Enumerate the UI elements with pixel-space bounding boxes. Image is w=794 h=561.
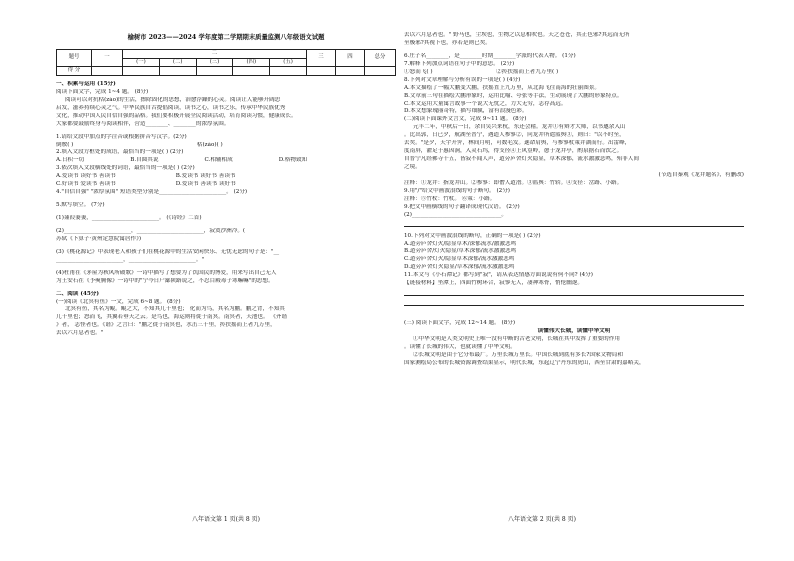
- page-one: [56, 0, 396, 561]
- section-two-part-two: (二)阅读下面课外文言文，完成 9~11 题。 (8分): [404, 116, 527, 123]
- passage-line: 国家测绘局公布的长城资源调查结果显示，明代长城，东起辽宁丹东的虎山，西至甘肃的嘉峪关，: [404, 359, 645, 366]
- score-header: 题号: [57, 49, 92, 66]
- passage-line: 自普宁凡经佛寺十五，皆寂不闻人声，道旁庐舍灯火隐显，草木深郁，流水激激悲鸣，殆非人间: [404, 156, 639, 163]
- score-col-3: 三: [307, 49, 336, 66]
- passage-line: 度南屏，濯足于惠因涧，入灵石坞，得支径④上风篁岭，憩于龙井亭，酌泉据石而饮之。: [404, 148, 623, 155]
- question-3-options-cd: [56, 181, 396, 189]
- passage-line: 元丰二年，中秋后一日，余自吴兴来杭，东还会稽。龙井①有辩才大师，以书邀余入山: [412, 124, 626, 131]
- option-c[interactable]: C.好读书 爱读书 善读书: [56, 181, 116, 188]
- question-5-2: (2)________________________，________________________，寂寞沙洲冷。(: [56, 227, 246, 234]
- score-col-total: 总分: [365, 49, 396, 66]
- question-7-answers: [404, 69, 744, 77]
- answer-blank[interactable]: 倒敷( ): [56, 141, 74, 148]
- question-5-4-cont: 为王安石在《予奭腾像》一诗中的"宁今日尸鄙陕路说之，不忍目殿毒子寒嘛嘛"的思想。: [56, 277, 274, 284]
- passage-line: 文化，推动中国人民自信自强的品格。我们要积极开展全民阅读活动，培育阅读习惯，健康成长。: [56, 112, 297, 119]
- option-c[interactable]: C.本文运用大量寓言故事一个说大无忧之，力大无穷，志存高远。: [404, 100, 567, 107]
- score-col-2: 二: [123, 49, 307, 58]
- answer-blank[interactable]: ①怒而飞( ): [404, 68, 433, 75]
- option-b[interactable]: B.文章前三句在描绘大鹏形象时，运用比喻、夸张等手法，生动展现了大鹏的形象特点。: [404, 92, 623, 99]
- score-cell[interactable]: [196, 67, 233, 76]
- question-9b-answer[interactable]: (2)________________________________。: [404, 211, 508, 218]
- score-cell[interactable]: [123, 67, 160, 76]
- passage-line: 启发，滋养持续心灵之气。中华民族自古提倡阅读，读书之心，读书之乐，传承中华民族优秀: [56, 104, 286, 111]
- section-one-intro: 阅读下面文字，完成 1~4 题。 (8分): [56, 88, 149, 95]
- option-d[interactable]: D.格物致知: [278, 157, 308, 164]
- passage-line: 去以六月息者也。" 野马也，尘埃也，生物之以息相吹也。天之苍苍，其正色邪?其远而无所: [404, 32, 630, 38]
- question-7: 7.解释下列加点词语在句子中的意思。 (2分): [404, 60, 515, 67]
- passage-notes: 注释：①龙井：指龙井山。②参寥：即僧人道潜。③篮舆：竹轿。④支径：岔路、小路。: [404, 179, 623, 186]
- passage-line: 去以六月息者也。": [56, 330, 104, 337]
- option-a[interactable]: A.爱读书 读好书 善读书: [56, 173, 116, 180]
- page-footer: 八年语文第 2 页(共 8 页): [508, 516, 576, 524]
- divider: [404, 226, 744, 227]
- question-5-1: (1)蒹葭萋萋，________________________。 (《诗经》二首): [56, 215, 202, 222]
- page-footer: 八年语文第 1 页(共 8 页): [192, 516, 260, 524]
- score-cell[interactable]: [92, 67, 123, 76]
- passage-line: ①中华文明是人类文明史上唯一没有中断的古老文明，长城在其中发挥了重要的作用: [412, 336, 620, 342]
- option-b[interactable]: B.自圆其说: [130, 157, 159, 164]
- passage-source: (节选自秦观《龙井题名》，有删改): [658, 171, 744, 178]
- question-1-answers: [56, 142, 396, 150]
- section-two-sub: (一)阅读《北冥有鱼》一文，完成 6~8 题。 (8分): [56, 298, 181, 305]
- passage-line: 大家都要鼓励终身与阅读相伴，营造________、________的浓厚氛围。: [56, 120, 230, 127]
- option-b[interactable]: B.道旁庐舍/灯火隐显/草木深郁/流水激激悲鸣: [404, 248, 517, 255]
- passage-line: 北冥有鱼，其名为鲲。鲲之大，不知其几千里也； 化而为鸟，其名为鹏。鹏之背，不知其: [64, 306, 285, 313]
- question-6: 6.庄子名________，是________时期________学派的代表人物。 (1分): [404, 52, 576, 59]
- passage-line: 阅读可以对抗枯(zào)的生活，擦除固化的思想，治愈浮躁的心灵。阅读让人能够开阔思: [64, 96, 281, 103]
- score-cell[interactable]: [307, 67, 336, 76]
- score-sub-4: (四): [233, 58, 270, 67]
- question-3-options-ab: [56, 173, 396, 181]
- question-2: 2.填入文段方框处的成语，最恰当的一项是( ) (2分): [56, 149, 184, 156]
- question-11: 11.本文与《小石潭记》都写到"寂"，请从表达情感方面说说有何不同? (4分): [404, 272, 593, 279]
- option-d[interactable]: D.爱读书 善读书 读好书: [175, 181, 236, 188]
- score-col-1: 一: [92, 49, 123, 66]
- answer-blank[interactable]: 枯(zào)( ): [196, 141, 223, 148]
- question-9: 9.用"/"给文中画波浪线的句子断句。 (2分): [404, 187, 510, 194]
- question-10: 10.下列对文中画波浪线的断句，正确的一项是( ) (2分): [404, 232, 541, 239]
- passage-line: 。读懂了长城的伟大，也就读懂了中华文明。: [404, 343, 516, 350]
- option-a[interactable]: A.道旁庐舍灯火/隐显草木/深郁流水/激激悲鸣: [404, 240, 517, 247]
- question-9-notes: 注释：⑤竹杖：竹杖。 ⑥策：小路。: [404, 195, 496, 202]
- question-2-options: [56, 157, 396, 165]
- question-5-4: (4)杜甫在《茅屋为秋风所破歌》一诗中描写了想要为了饥国民的博爱，用来写出自己无人: [56, 269, 277, 276]
- question-5: 5.默写填空。 (7分): [56, 202, 105, 209]
- option-d[interactable]: D.本文想象瑰丽奇特，描写细腻，富有浪漫色彩。: [404, 108, 528, 115]
- option-b[interactable]: B.爱读书 读好书 善读书: [175, 173, 236, 180]
- question-1: 1.请给文段中加点的字注音或根据拼音写汉字。(2分): [56, 133, 187, 140]
- question-8: 8.下列对文章理解与分析有误的一项是( ) (4分): [404, 76, 521, 83]
- passage-line: 》者， 志怪者也。《谐》之言曰："鹏之徙于南冥也，水击三千里，抟扶摇而上者九万里，: [56, 322, 276, 329]
- score-table: [56, 49, 396, 76]
- passage-line: ②长城文明是由于它分布最广。万里长城万里长。中国长城到底有多长?国家文物局和: [412, 351, 623, 358]
- section-one-heading: 一、积累与运用 (15分): [56, 80, 116, 87]
- option-d[interactable]: D.道旁庐舍灯火隐显/草木深郁/流水激激悲鸣: [404, 264, 515, 271]
- score-sub-2: (二): [159, 58, 196, 67]
- option-a[interactable]: A.日积一切: [56, 157, 85, 164]
- page-two: [404, 0, 744, 561]
- option-c[interactable]: C.相辅相成: [204, 157, 233, 164]
- answer-line[interactable]: [404, 295, 744, 296]
- question-5-3-blank[interactable]: ________________________，________________________。": [56, 256, 205, 263]
- score-cell[interactable]: [233, 67, 270, 76]
- answer-line[interactable]: [404, 305, 744, 306]
- score-sub-1: (一): [123, 58, 160, 67]
- passage-line: 去矣。"是夕，天宇开霁，林间月明，可数毛发。遂命肩舆，与参寥杖策并湖而行。出雷峰，: [404, 140, 631, 147]
- article-title: 读懂伟大长城，读懂中华文明: [537, 328, 611, 335]
- score-cell[interactable]: [365, 67, 396, 76]
- answer-blank[interactable]: ②抟扶摇而上者九万里( ): [496, 68, 559, 75]
- option-a[interactable]: A.本文描绘了一幅大鹏变大鹏，扶摇直上九万里，从北海飞往南海的壮丽图景。: [404, 84, 601, 91]
- exam-title: 榆树市 2023——2024 学年度第二学期期末质量监测八年级语文试题: [127, 34, 325, 41]
- option-c[interactable]: C.道旁庐舍灯火/隐显草木深郁/流水激激悲鸣: [404, 256, 515, 263]
- score-cell[interactable]: [159, 67, 196, 76]
- score-col-4: 四: [336, 49, 365, 66]
- score-cell[interactable]: [270, 67, 307, 76]
- passage-line: 之境。: [404, 164, 421, 170]
- question-3: 3.依次填入文段横线处的词语，最恰当的一项是( ) (2分): [56, 165, 195, 172]
- question-11-link: 【链接材料】坐潭上，四面竹树环合，寂寥无人，凄神寒骨，悄怆幽邃。: [404, 280, 584, 287]
- passage-line: 几千里也；怒而飞，其翼若垂天之云。是鸟也，海运则将徙于南冥。南冥者，天池也。 《齐谐: [56, 314, 288, 321]
- section-two-heading: 二、阅读 (45分): [56, 290, 99, 297]
- question-9b: 9.把文中画横线的句子翻译成现代汉语。 (2分): [404, 203, 520, 210]
- score-row-label: 得 分: [57, 67, 92, 76]
- question-4: 4."自信自强" "浓厚氛围" 短语类型分别是________________________。 (2分): [56, 189, 248, 196]
- passage-line: 。比出郭，日已夕，航湖至普宁，遇道人参寥②，问龙井所遣篮舆③，则曰："以不时至，: [404, 132, 625, 139]
- score-cell[interactable]: [336, 67, 365, 76]
- score-sub-5: (五): [270, 58, 307, 67]
- question-5-2-source: 苏轼《卜算子·黄州定慧院寓居作》): [56, 235, 142, 242]
- score-sub-3: (三): [196, 58, 233, 67]
- passage-line: 至极邪?其视下也，亦若是则已矣。: [404, 39, 491, 46]
- section-three-intro: (三) 阅读下面文字，完成 12~14 题。 (8分): [404, 320, 516, 327]
- question-5-3: (3)《桃花源记》中表现老人和孩子们在桃花源中的生活安闲快乐、无忧无虑的句子是："__: [56, 248, 280, 255]
